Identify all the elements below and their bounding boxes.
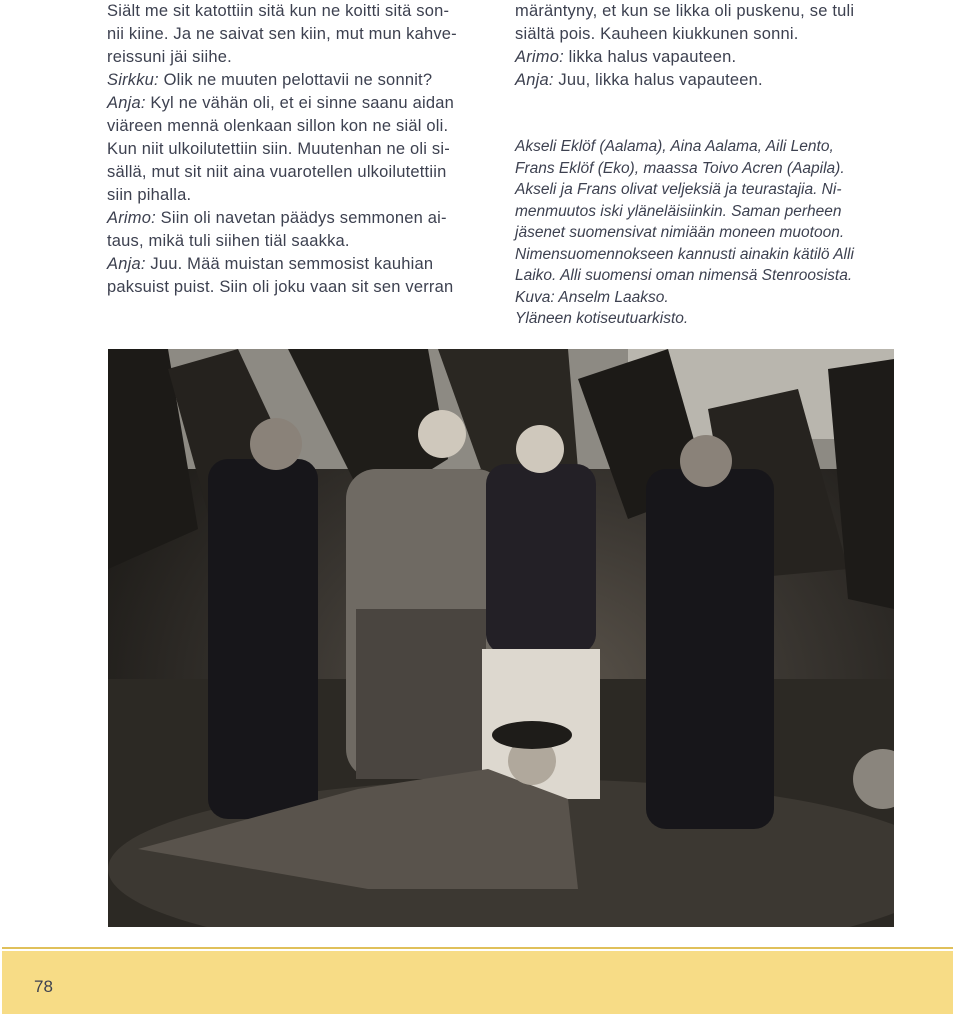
right-text-column [515, 0, 900, 92]
footer-rule [2, 947, 953, 949]
speaker-name: Anja: [107, 94, 146, 112]
left-column-line [107, 0, 489, 23]
right-column-line [515, 23, 900, 46]
left-column-line [107, 184, 489, 207]
left-column-line [107, 92, 489, 115]
caption-line: Laiko. Alli suomensi oman nimensä Stenroosista. [515, 267, 853, 284]
line-text: Kyl ne vähän oli, et ei sinne saanu aidan [145, 94, 454, 112]
speaker-name: Arimo: [515, 48, 564, 66]
caption-line: Nimensuomennokseen kannusti ainakin kätilö Alli [515, 245, 854, 263]
left-column-line [107, 230, 489, 253]
right-column-line [515, 46, 900, 69]
page-number: 78 [34, 977, 53, 996]
speaker-name: Anja: [107, 255, 146, 273]
left-column-line [107, 138, 489, 161]
line-text: nii kiine. Ja ne saivat sen kiin, mut mun kahve- [107, 25, 457, 43]
speaker-name: Sirkku: [107, 71, 159, 89]
line-text: Juu, likka halus vapauteen. [553, 71, 763, 89]
line-text: Juu. Mää muistan semmosist kauhian [145, 255, 434, 273]
line-text: Siält me sit katottiin sitä kun ne koitti sitä son- [107, 2, 450, 20]
caption-line: jäsenet suomensivat nimiään moneen muotoon. [515, 224, 845, 241]
right-column-line [515, 69, 900, 92]
caption-line: Frans Eklöf (Eko), maassa Toivo Acren (Aapila). [515, 159, 845, 177]
caption-line: Yläneen kotiseutuarkisto. [515, 310, 689, 327]
left-column-line [107, 161, 489, 184]
line-text: sällä, mut sit niit aina vuarotellen ulkoilutettiin [107, 163, 447, 181]
line-text: viäreen mennä olenkaan sillon kon ne siäl oli. [107, 117, 449, 135]
line-text: taus, mikä tuli siihen tiäl saakka. [107, 232, 350, 250]
speaker-name: Anja: [515, 71, 554, 89]
right-column-line [515, 0, 900, 23]
line-text: Siin oli navetan päädys semmonen ai- [155, 209, 447, 227]
speaker-name: Arimo: [107, 209, 156, 227]
left-column-line [107, 207, 489, 230]
line-text: siin pihalla. [107, 186, 192, 204]
line-text: reissuni jäi siihe. [107, 48, 232, 66]
line-text: märäntyny, et kun se likka oli puskenu, se tuli [515, 2, 855, 20]
left-column-line [107, 69, 489, 92]
caption-line: Akseli Eklöf (Aalama), Aina Aalama, Aili Lento, [515, 138, 834, 155]
left-column-line [107, 253, 489, 276]
left-column-line [107, 276, 489, 299]
left-column-line [107, 23, 489, 46]
caption-line: Kuva: Anselm Laakso. [515, 288, 669, 306]
line-text: likka halus vapauteen. [563, 48, 737, 66]
line-text: paksuist puist. Siin oli joku vaan sit sen verran [107, 278, 454, 296]
line-text: siältä pois. Kauheen kiukkunen sonni. [515, 25, 799, 43]
line-text: Olik ne muuten pelottavii ne sonnit? [158, 71, 433, 89]
photo-caption [515, 136, 900, 330]
footer-band [2, 951, 953, 1014]
left-column-line [107, 115, 489, 138]
line-text: Kun niit ulkoilutettiin siin. Muutenhan ne oli si- [107, 140, 450, 158]
left-column-line [107, 46, 489, 69]
caption-line: Akseli ja Frans olivat veljeksiä ja teurastajia. Ni- [515, 181, 842, 198]
left-text-column [107, 0, 489, 299]
historical-group-photo [108, 349, 894, 927]
caption-line: menmuutos iski yläneläisiinkin. Saman perheen [515, 202, 842, 220]
